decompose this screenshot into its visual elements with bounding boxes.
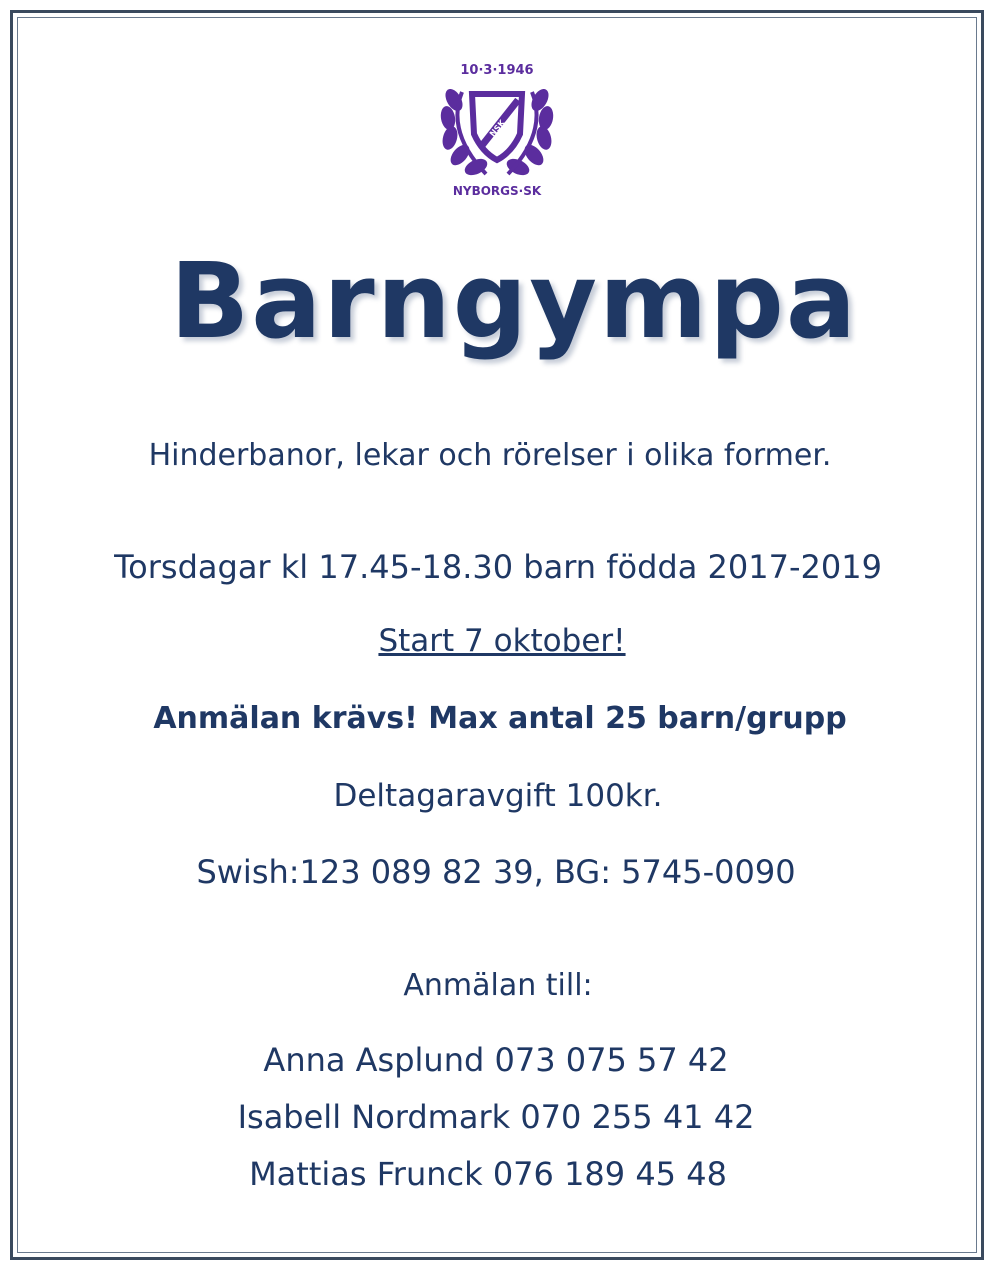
page-title: Barngympa — [169, 240, 858, 362]
logo-bottom-text: NYBORGS·SK — [452, 184, 542, 198]
logo-shield-text: NSK — [487, 118, 507, 139]
contact-item: Anna Asplund 073 075 57 42 — [263, 1041, 729, 1079]
start-date-text: Start 7 oktober! — [378, 623, 626, 659]
logo-top-text: 10·3·1946 — [460, 63, 534, 78]
registration-required-text: Anmälan krävs! Max antal 25 barn/grupp — [153, 701, 847, 736]
schedule-text: Torsdagar kl 17.45-18.30 barn födda 2017-2019 — [114, 548, 882, 586]
club-logo-emblem — [432, 52, 562, 202]
fee-text: Deltagaravgift 100kr. — [333, 778, 663, 814]
activity-description: Hinderbanor, lekar och rörelser i olika former. — [148, 438, 832, 473]
payment-info-text: Swish:123 089 82 39, BG: 5745-0090 — [196, 853, 796, 891]
contact-item: Isabell Nordmark 070 255 41 42 — [237, 1098, 755, 1136]
club-logo — [432, 52, 562, 202]
registration-header: Anmälan till: — [403, 968, 593, 1003]
contact-item: Mattias Frunck 076 189 45 48 — [249, 1155, 727, 1193]
